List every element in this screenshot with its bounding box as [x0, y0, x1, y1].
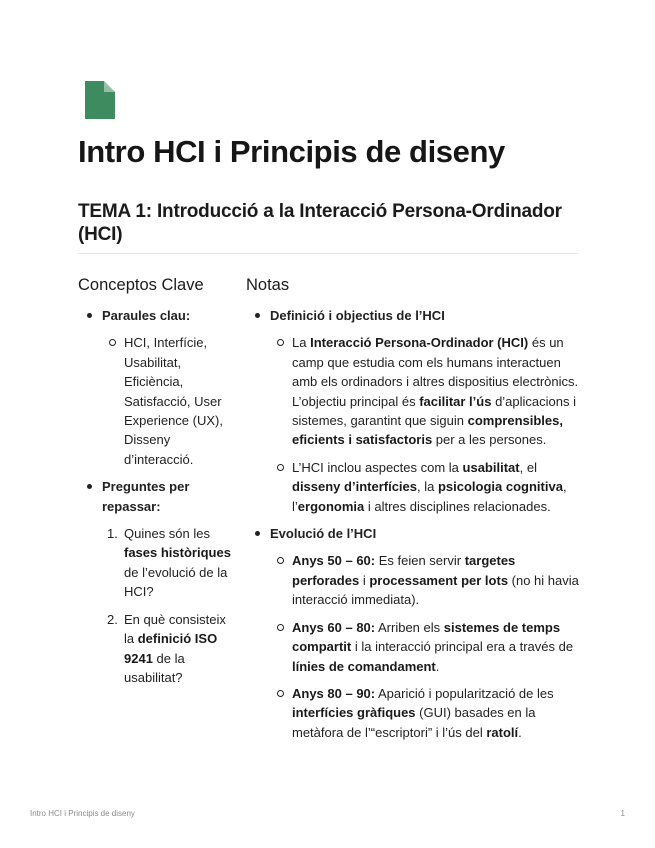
- right-column-heading: Notas: [246, 276, 290, 294]
- evolution-label: Evolució de l’HCI: [270, 526, 377, 542]
- review-question-2: 2. En què consisteix la definició ISO 9241 de la usabilitat?: [102, 610, 238, 688]
- document-icon: [85, 81, 115, 119]
- definition-label: Definició i objectius de l’HCI: [270, 308, 445, 323]
- list-item: [78, 306, 238, 469]
- page-title: Intro HCI i Principis de diseny: [78, 134, 505, 169]
- review-question-1: 1. Quines són les fases històriques de l’evolució de la HCI?: [102, 524, 238, 602]
- section-heading: TEMA 1: Introducció a la Interacció Persona-Ordinador (HCI): [78, 201, 562, 245]
- footer-page-number: 1: [620, 809, 625, 818]
- evolution-item-3: Anys 80 – 90: Aparició i popularització de les interfícies gràfiques (GUI) basades en la metàfora de l’“escriptori” i l’ús del ratolí.: [270, 684, 582, 742]
- definition-paragraph-2: L’HCI inclou aspectes com la usabilitat, el disseny d’interfícies, la psicologia cognitiva, l’ergonomia i altres disciplines relacionades.: [270, 458, 582, 516]
- keywords-label: Paraules clau:: [102, 308, 191, 323]
- review-label: Preguntes per repassar:: [102, 479, 190, 514]
- list-item: [78, 477, 238, 687]
- left-column: [78, 275, 238, 695]
- evolution-item-1: Anys 50 – 60: Es feien servir targetes perforades i processament per lots (no hi havia interacció immediata).: [270, 551, 582, 609]
- list-item: [246, 524, 582, 742]
- divider: [78, 253, 578, 254]
- right-column: [246, 275, 582, 750]
- evolution-item-2: Anys 60 – 80: Arriben els sistemes de temps compartit i la interacció principal era a través de línies de comandament.: [270, 618, 582, 676]
- keywords-text: HCI, Interfície, Usabilitat, Eficiència, Satisfacció, User Experience (UX), Disseny d’interacció.: [102, 333, 238, 469]
- definition-paragraph-1: La Interacció Persona-Ordinador (HCI) és un camp que estudia com els humans interactuen amb els ordinadors i altres dispositius electrònics. L’objectiu principal és facilitar l’ús d’aplicacions i sistemes, garantint que siguin comprensibles, eficients i satisfactoris per a les persones.: [270, 333, 582, 449]
- footer-title: Intro HCI i Principis de diseny: [30, 809, 135, 818]
- list-item: [246, 306, 582, 516]
- left-column-heading: Conceptos Clave: [78, 276, 204, 294]
